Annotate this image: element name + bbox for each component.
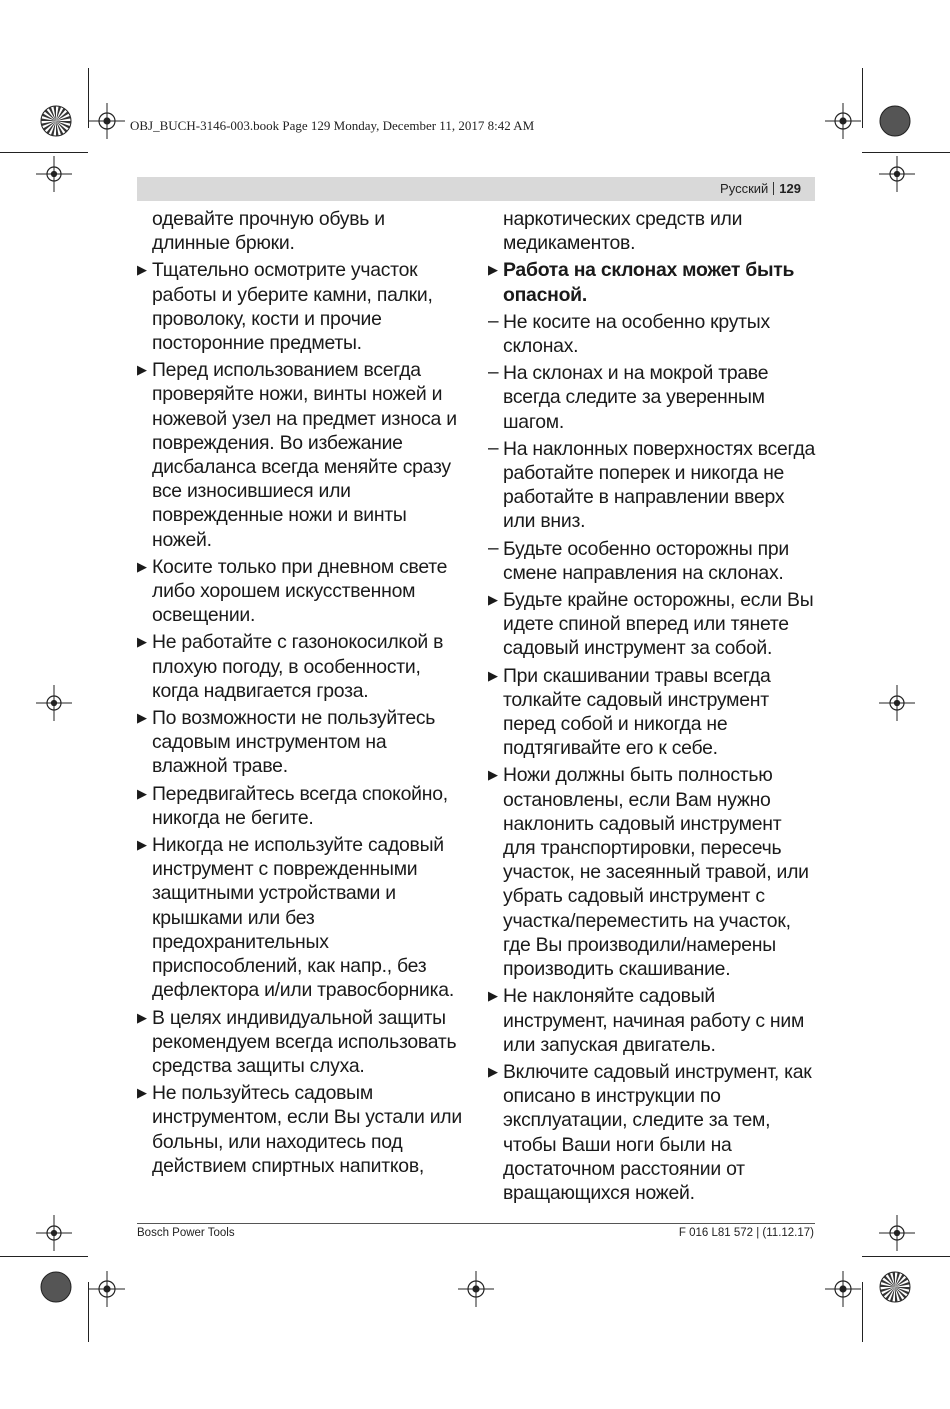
bullet-triangle-icon: ▶ xyxy=(488,262,498,278)
item-text: Передвигайтесь всегда спокойно, никогда не бегите. xyxy=(152,782,448,829)
crop-line xyxy=(862,1256,950,1257)
bullet-list-item xyxy=(137,258,467,355)
bullet-triangle-icon: ▶ xyxy=(488,667,498,683)
language-label: Русский xyxy=(720,181,769,196)
gray-target-mark-icon xyxy=(878,104,912,138)
bullet-triangle-icon: ▶ xyxy=(137,785,147,801)
bullet-triangle-icon: ▶ xyxy=(488,988,498,1004)
item-text: Включите садовый инструмент, как описано в инструкции по эксплуатации, следите за тем, чтобы Ваши ноги были на достаточном расстоянии от вращающихся ножей. xyxy=(503,1060,812,1204)
running-header-text xyxy=(720,181,801,196)
bullet-list-item xyxy=(137,1081,467,1178)
bullet-triangle-icon: ▶ xyxy=(488,767,498,783)
crosshair-mark-icon xyxy=(34,154,74,194)
item-text: Работа на склонах может быть опасной. xyxy=(503,259,795,306)
crosshair-mark-icon xyxy=(877,1213,917,1253)
crosshair-mark-icon xyxy=(34,1213,74,1253)
item-text: Будьте особенно осторожны при смене направления на склонах. xyxy=(503,537,789,584)
bullet-list-item xyxy=(488,588,818,661)
bullet-list-item xyxy=(488,1060,818,1205)
item-text: По возможности не пользуйтесь садовым инструментом на влажной траве. xyxy=(152,707,436,778)
bullet-list-item xyxy=(488,984,818,1057)
footer-doc-code: F 016 L81 572 | (11.12.17) xyxy=(678,1227,814,1239)
bullet-list-item xyxy=(137,555,467,628)
crosshair-mark-icon xyxy=(87,101,127,141)
dash-list-item xyxy=(488,310,818,358)
dash-list-item xyxy=(488,361,818,434)
item-text: Косите только при дневном свете либо хорошем искусственном освещении. xyxy=(152,555,448,627)
item-text: Будьте крайне осторожны, если Вы идете спиной вперед или тянете садовый инструмент за собой. xyxy=(503,589,814,660)
item-text: Не косите на особенно крутых склонах. xyxy=(503,310,770,358)
bullet-list-item xyxy=(488,763,818,981)
crosshair-mark-icon xyxy=(877,154,917,194)
bullet-list-item xyxy=(488,664,818,761)
bullet-list-item xyxy=(137,358,467,552)
crosshair-mark-icon xyxy=(456,1269,496,1309)
bullet-triangle-icon: ▶ xyxy=(137,262,147,278)
crosshair-mark-icon xyxy=(87,1269,127,1309)
item-text: Ножи должны быть полностью остановлены, если Вам нужно наклонить садовый инструмент для транспортировки, пересечь участок, не засеянный травой, или убрать садовый инструмент с участка/переместить на участок, где Вы производили/намерены производить скашивание. xyxy=(503,764,809,981)
right-column xyxy=(488,207,818,1208)
bullet-triangle-icon: ▶ xyxy=(137,1009,147,1025)
starburst-mark-icon xyxy=(878,1270,912,1304)
bullet-triangle-icon: ▶ xyxy=(137,362,147,378)
item-text: Никогда не используйте садовый инструмент с поврежденными защитными устройствами и крышками или без предохранительных приспособлений, как напр., без дефлектора и/или травосборника. xyxy=(152,834,454,1002)
item-text: В целях индивидуальной защиты рекомендуем всегда использовать средства защиты слуха. xyxy=(152,1006,457,1077)
bullet-triangle-icon: ▶ xyxy=(488,592,498,608)
crop-line xyxy=(88,68,89,128)
bullet-list-item xyxy=(137,1006,467,1079)
paragraph xyxy=(137,207,467,255)
gray-target-mark-icon xyxy=(39,1270,73,1304)
crop-line xyxy=(862,152,950,153)
starburst-mark-icon xyxy=(39,104,73,138)
crosshair-mark-icon xyxy=(823,101,863,141)
crop-line xyxy=(0,1256,88,1257)
bullet-triangle-icon: ▶ xyxy=(137,710,147,726)
bullet-triangle-icon: ▶ xyxy=(137,1085,147,1101)
dash-marker: – xyxy=(488,537,499,559)
dash-list-item xyxy=(488,537,818,585)
paragraph xyxy=(488,207,818,255)
item-text: Не наклоняйте садовый инструмент, начиная работу с ним или запуская двигатель. xyxy=(503,985,805,1056)
item-text: Не работайте с газонокосилкой в плохую погоду, в особенности, когда надвигается гроза. xyxy=(152,631,444,702)
running-header xyxy=(137,177,815,201)
footer-publisher: Bosch Power Tools xyxy=(137,1227,235,1239)
bullet-triangle-icon: ▶ xyxy=(137,837,147,853)
bullet-triangle-icon: ▶ xyxy=(488,1063,498,1079)
dash-list-item xyxy=(488,437,818,534)
crop-line xyxy=(0,152,88,153)
bullet-triangle-icon: ▶ xyxy=(137,558,147,574)
crosshair-mark-icon xyxy=(823,1269,863,1309)
crosshair-mark-icon xyxy=(877,683,917,723)
dash-marker: – xyxy=(488,310,499,332)
print-header: OBJ_BUCH-3146-003.book Page 129 Monday, December 11, 2017 8:42 AM xyxy=(130,118,535,133)
footer-rule xyxy=(137,1223,815,1224)
item-text: На склонах и на мокрой траве всегда следите за уверенным шагом. xyxy=(503,362,769,433)
dash-marker: – xyxy=(488,362,499,384)
left-column xyxy=(137,207,467,1181)
item-text: Не пользуйтесь садовым инструментом, если Вы устали или больны, или находитесь под действием спиртных напитков, xyxy=(152,1082,462,1177)
header-separator xyxy=(773,182,774,195)
item-text: одевайте прочную обувь и длинные брюки. xyxy=(152,208,385,255)
bullet-list-item xyxy=(137,706,467,779)
crosshair-mark-icon xyxy=(34,683,74,723)
bullet-list-item xyxy=(137,833,467,1002)
dash-marker: – xyxy=(488,437,499,459)
bullet-list-item xyxy=(137,630,467,703)
bullet-list-item xyxy=(488,258,818,306)
bullet-list-item xyxy=(137,782,467,830)
item-text: наркотических средств или медикаментов. xyxy=(503,208,743,255)
crop-line xyxy=(862,68,863,128)
item-text: При скашивании травы всегда толкайте садовый инструмент перед собой и никогда не подтягивайте его к себе. xyxy=(503,664,771,760)
item-text: Перед использованием всегда проверяйте ножи, винты ножей и ножевой узел на предмет износа и повреждения. Во избежание дисбаланса всегда меняйте сразу все износившиеся или поврежденные ножи и винты ножей. xyxy=(152,359,457,551)
bullet-triangle-icon: ▶ xyxy=(137,634,147,650)
page-number: 129 xyxy=(779,181,801,196)
item-text: Тщательно осмотрите участок работы и уберите камни, палки, проволоку, кости и прочие посторонние предметы. xyxy=(152,259,433,355)
item-text: На наклонных поверхностях всегда работайте поперек и никогда не работайте в направлении вверх или вниз. xyxy=(503,437,816,533)
